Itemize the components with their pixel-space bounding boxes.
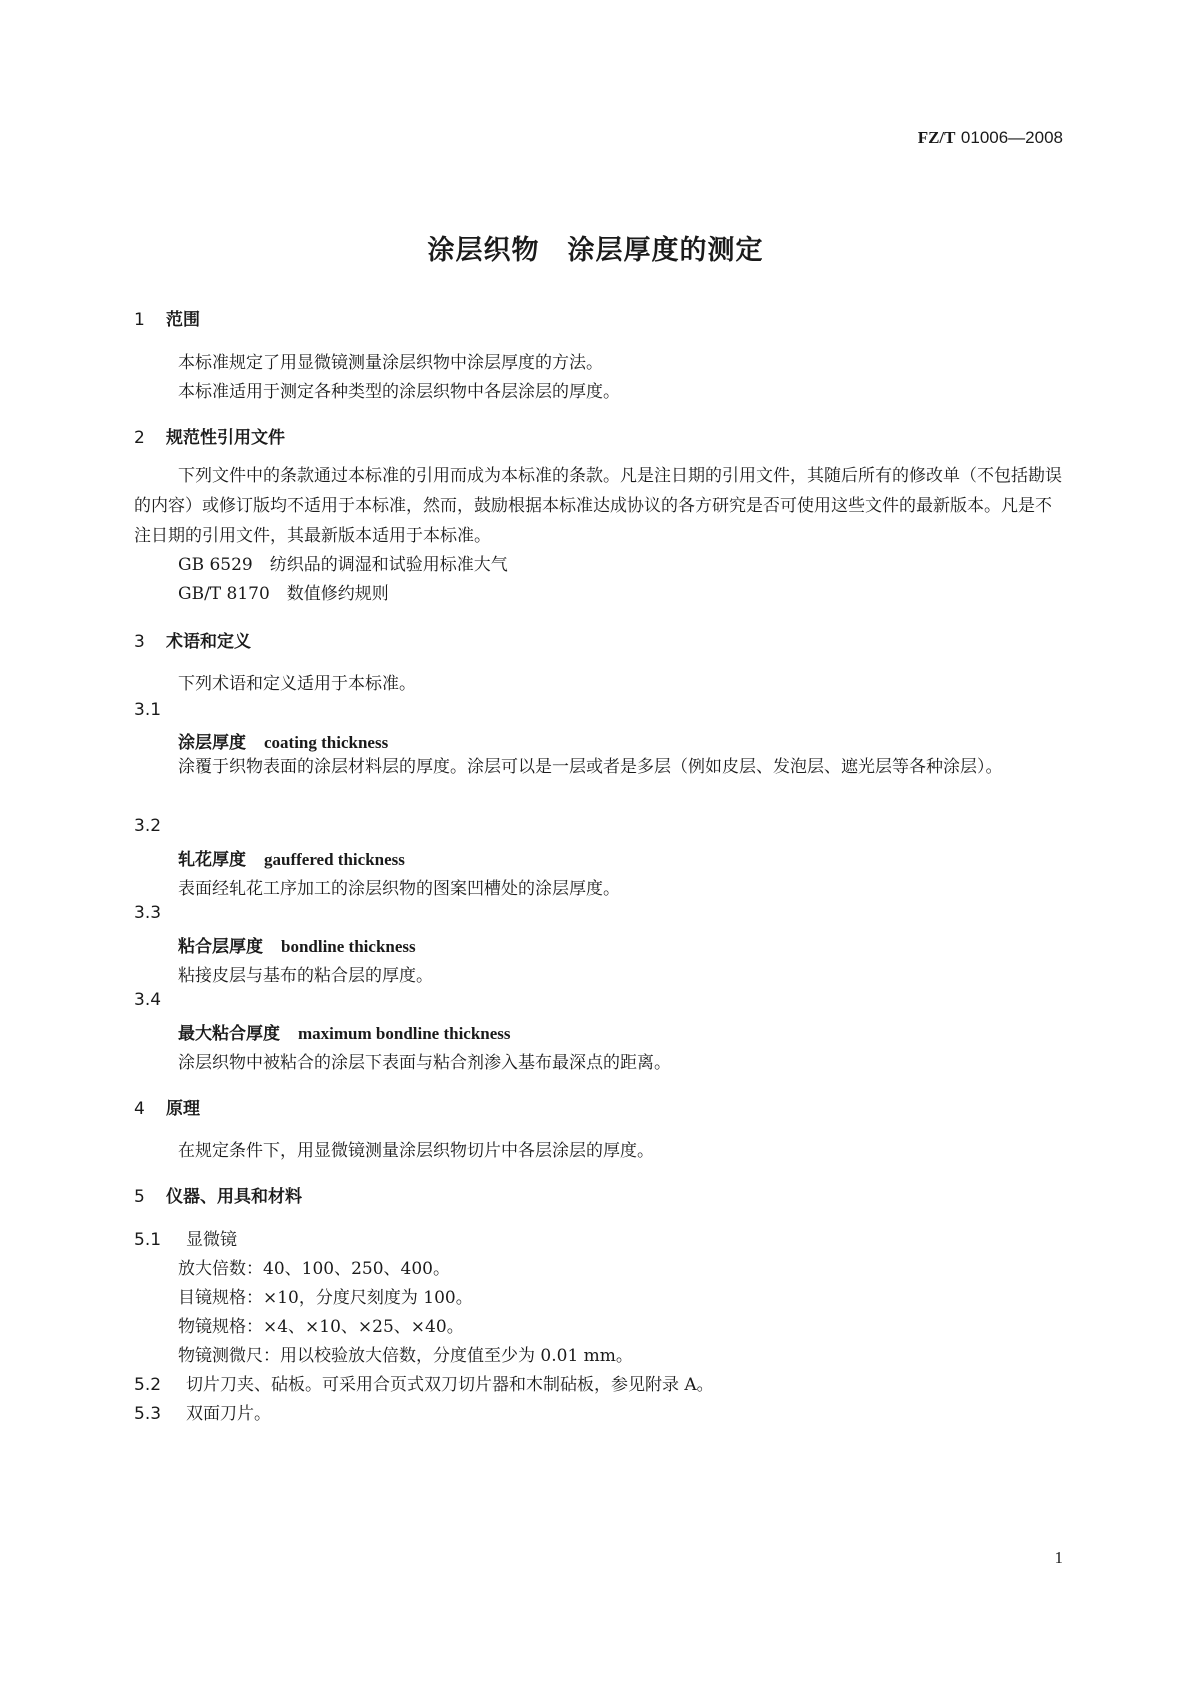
reference-item: GB 6529 纺织品的调湿和试验用标准大气 xyxy=(178,555,508,575)
paragraph: 在规定条件下，用显微镜测量涂层织物切片中各层涂层的厚度。 xyxy=(178,1141,654,1161)
term-definition: 涂覆于织物表面的涂层材料层的厚度。涂层可以是一层或者是多层（例如皮层、发泡层、遮光层等各种涂层）。 xyxy=(178,757,1003,777)
term-definition: 涂层织物中被粘合的涂层下表面与粘合剂渗入基布最深点的距离。 xyxy=(178,1053,671,1073)
subclause-5-1: 5.1 显微镜 xyxy=(134,1230,237,1250)
spec-line: 物镜规格：×4、×10、×25、×40。 xyxy=(178,1317,464,1337)
spec-line: 目镜规格：×10，分度尺刻度为 100。 xyxy=(178,1288,473,1308)
clause-number: 3.2 xyxy=(134,816,162,836)
section-heading-2: 2 规范性引用文件 xyxy=(134,428,285,448)
paragraph: 本标准适用于测定各种类型的涂层织物中各层涂层的厚度。 xyxy=(178,382,620,402)
term-entry: 轧花厚度 gauffered thickness xyxy=(178,850,405,870)
term-definition: 表面经轧花工序加工的涂层织物的图案凹槽处的涂层厚度。 xyxy=(178,879,620,899)
section-heading-1: 1 范围 xyxy=(134,310,200,330)
term-entry: 最大粘合厚度 maximum bondline thickness xyxy=(178,1024,511,1044)
reference-item: GB/T 8170 数值修约规则 xyxy=(178,584,389,604)
standard-code xyxy=(918,128,1063,148)
clause-number: 3.4 xyxy=(134,990,162,1010)
term-entry: 粘合层厚度 bondline thickness xyxy=(178,937,416,957)
code-number: 01006—2008 xyxy=(960,128,1063,147)
paragraph: 下列文件中的条款通过本标准的引用而成为本标准的条款。凡是注日期的引用文件，其随后所有的修改单（不包括勘误的内容）或修订版均不适用于本标准，然而，鼓励根据本标准达成协议的各方研究是否可使用这些文件的最新版本。凡是不注日期的引用文件，其最新版本适用于本标准。 xyxy=(134,466,1062,546)
term-definition: 粘接皮层与基布的粘合层的厚度。 xyxy=(178,966,433,986)
paragraph: 本标准规定了用显微镜测量涂层织物中涂层厚度的方法。 xyxy=(178,353,603,373)
clause-number: 3.1 xyxy=(134,700,162,720)
subclause-5-2: 5.2 切片刀夹、砧板。可采用合页式双刀切片器和木制砧板，参见附录 A。 xyxy=(134,1375,714,1395)
term-entry: 涂层厚度 coating thickness xyxy=(178,733,389,753)
section-heading-3: 3 术语和定义 xyxy=(134,632,251,652)
code-prefix: FZ/T xyxy=(917,128,956,147)
section-heading-4: 4 原理 xyxy=(134,1099,200,1119)
subclause-5-3: 5.3 双面刀片。 xyxy=(134,1404,271,1424)
section-heading-5: 5 仪器、用具和材料 xyxy=(134,1187,302,1207)
paragraph: 下列术语和定义适用于本标准。 xyxy=(178,674,416,694)
spec-line: 物镜测微尺：用以校验放大倍数，分度值至少为 0.01 mm。 xyxy=(178,1346,633,1366)
spec-line: 放大倍数：40、100、250、400。 xyxy=(178,1259,450,1279)
clause-number: 3.3 xyxy=(134,903,162,923)
page-title: 涂层织物 涂层厚度的测定 xyxy=(427,235,764,266)
page-number: 1 xyxy=(1054,1548,1063,1567)
